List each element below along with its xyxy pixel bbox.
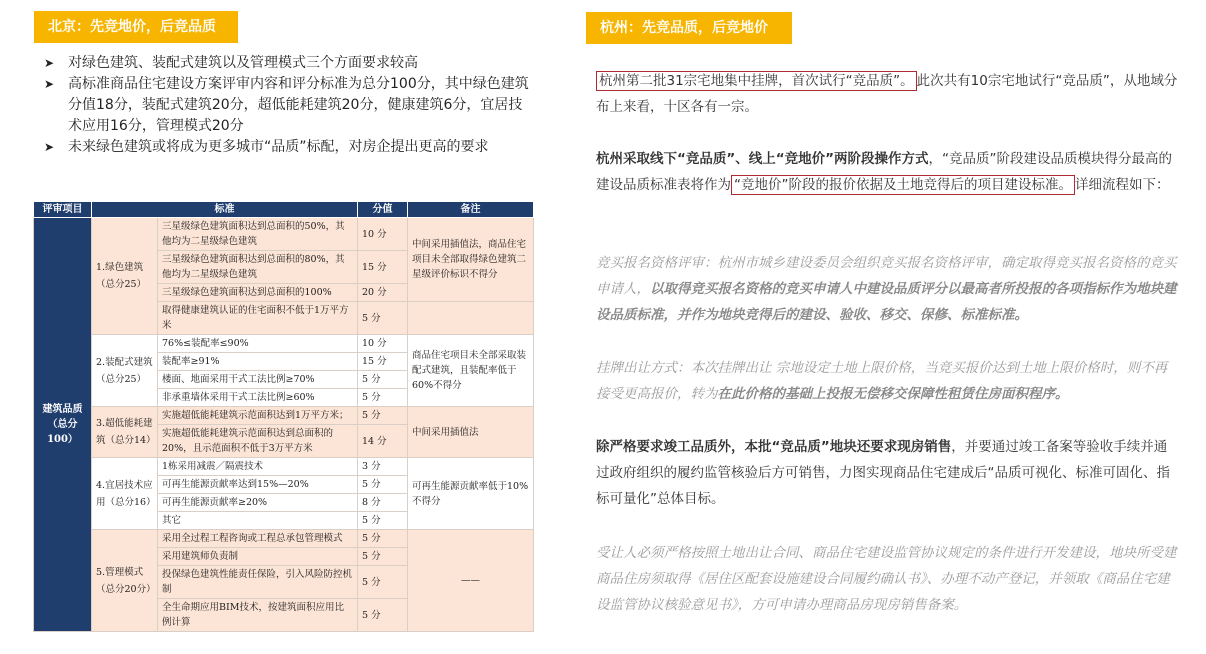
score-cell: 8 分 bbox=[358, 494, 408, 512]
standard-cell: 实施超低能耗建筑示范面积达到1万平方米； bbox=[158, 407, 358, 425]
standard-cell: 采用全过程工程咨询或工程总承包管理模式 bbox=[158, 530, 358, 548]
hangzhou-paragraph-4: 挂牌出让方式：本次挂牌出让 宗地设定土地上限价格，当竞买报价达到土地上限价格时，则不再接受更高报价，转为在此价格的基础上投报无偿移交保障性租赁住房面积程序。 bbox=[596, 360, 1168, 402]
standard-cell: 楼面、地面采用干式工法比例≥70% bbox=[158, 371, 358, 389]
table-row bbox=[34, 458, 534, 476]
header-standard: 标准 bbox=[92, 202, 358, 218]
group-name: 3.超低能耗建筑（总分14） bbox=[92, 407, 158, 458]
score-cell: 10 分 bbox=[358, 335, 408, 353]
standard-cell: 可再生能源贡献率达到15%—20% bbox=[158, 476, 358, 494]
score-cell: 14 分 bbox=[358, 425, 408, 458]
score-cell: 5 分 bbox=[358, 371, 408, 389]
hangzhou-paragraph-2: 杭州采取线下“竞品质”、线上“竞地价”两阶段操作方式，“竞品质”阶段建设品质模块得分最高的建设品质标准表将作为 “竞地价”阶段的报价依据及土地竞得后的项目建设标准。 详细流程如下： bbox=[596, 151, 1172, 193]
table-header-row bbox=[34, 202, 534, 218]
standard-cell: 装配率≥91% bbox=[158, 353, 358, 371]
hangzhou-paragraph-5: 除严格要求竣工品质外，本批“竞品质”地块还要求现房销售，并要通过竣工备案等验收手续并通过政府组织的履约监管核验后方可销售，力图实现商品住宅建成后“品质可视化、标准可固化、指标可量化”总体目标。 bbox=[596, 439, 1170, 507]
hangzhou-paragraph-1: 杭州第二批31宗宅地集中挂牌，首次试行“竞品质”。 此次共有10宗宅地试行“竞品质”，从地域分布上来看，十区各有一宗。 bbox=[596, 73, 1178, 115]
category-cell: 建筑品质（总分100） bbox=[34, 218, 92, 632]
standard-cell: 其它 bbox=[158, 512, 358, 530]
highlight-box: “竞地价”阶段的报价依据及土地竞得后的项目建设标准。 bbox=[731, 175, 1075, 195]
header-item: 评审项目 bbox=[34, 202, 92, 218]
table-row bbox=[34, 218, 534, 251]
score-cell: 20 分 bbox=[358, 284, 408, 302]
score-cell: 5 分 bbox=[358, 566, 408, 599]
highlight-box: 杭州第二批31宗宅地集中挂牌，首次试行“竞品质”。 bbox=[596, 71, 917, 91]
arrow-bullet-icon: ➤ bbox=[44, 140, 55, 154]
beijing-bullet-list bbox=[44, 53, 534, 158]
table-row bbox=[34, 335, 534, 353]
standard-cell: 三星级绿色建筑面积达到总面积的80%，其他均为二星级绿色建筑 bbox=[158, 251, 358, 284]
score-cell: 5 分 bbox=[358, 407, 408, 425]
group-name: 1.绿色建筑（总分25） bbox=[92, 218, 158, 335]
beijing-section-tag: 北京：先竞地价，后竞品质 bbox=[34, 11, 238, 43]
table-row bbox=[34, 407, 534, 425]
standard-cell: 1栋采用减震／隔震技术 bbox=[158, 458, 358, 476]
beijing-scoring-table bbox=[33, 201, 534, 632]
group-name: 4.宜居技术应用（总分16） bbox=[92, 458, 158, 530]
group-name: 2.装配式建筑（总分25） bbox=[92, 335, 158, 407]
standard-cell: 三星级绿色建筑面积达到总面积的50%，其他均为二星级绿色建筑 bbox=[158, 218, 358, 251]
table-row bbox=[34, 530, 534, 548]
score-cell: 5 分 bbox=[358, 530, 408, 548]
score-cell: 3 分 bbox=[358, 458, 408, 476]
standard-cell: 实施超低能耗建筑示范面积达到总面积的20%，且示范面积不低于3万平方米 bbox=[158, 425, 358, 458]
standard-cell: 可再生能源贡献率≥20% bbox=[158, 494, 358, 512]
standard-cell: 非承重墙体采用干式工法比例≥60% bbox=[158, 389, 358, 407]
standard-cell: 采用建筑师负责制 bbox=[158, 548, 358, 566]
header-note: 备注 bbox=[408, 202, 534, 218]
score-cell: 5 分 bbox=[358, 476, 408, 494]
score-cell: 10 分 bbox=[358, 218, 408, 251]
score-cell: 5 分 bbox=[358, 548, 408, 566]
hangzhou-paragraph-6: 受让人必须严格按照土地出让合同、商品住宅建设监管协议规定的条件进行开发建设，地块所受建商品住房须取得《居住区配套设施建设合同履约确认书》、办理不动产登记，并领取《商品住宅建设监管协议核验意见书》，方可申请办理商品房现房销售备案。 bbox=[596, 545, 1177, 613]
bullet-item: ➤ 高标准商品住宅建设方案评审内容和评分标准为总分100分，其中绿色建筑分值18分，装配式建筑20分，超低能耗建筑20分，健康建筑6分，宜居技术应用16分，管理模式20分 bbox=[44, 76, 529, 134]
standard-cell: 全生命期应用BIM技术，按建筑面积应用比例计算 bbox=[158, 599, 358, 632]
standard-cell: 取得健康建筑认证的住宅面积不低于1万平方米 bbox=[158, 302, 358, 335]
score-cell: 15 分 bbox=[358, 251, 408, 284]
score-cell: 5 分 bbox=[358, 389, 408, 407]
note-cell-empty bbox=[408, 302, 534, 335]
hangzhou-paragraph-3: 竞买报名资格评审：杭州市城乡建设委员会组织竞买报名资格评审，确定取得竞买报名资格的竞买申请人，以取得竞买报名资格的竞买申请人中建设品质评分以最高者所投报的各项指标作为地块建设品质标准，并作为地块竞得后的建设、验收、移交、保修、标准标准。 bbox=[596, 255, 1177, 323]
note-cell: 商品住宅项目未全部采取装配式建筑，且装配率低于60%不得分 bbox=[408, 335, 534, 407]
bullet-item: ➤ 未来绿色建筑或将成为更多城市“品质”标配，对房企提出更高的要求 bbox=[44, 137, 534, 158]
score-cell: 5 分 bbox=[358, 512, 408, 530]
bullet-item: ➤ 对绿色建筑、装配式建筑以及管理模式三个方面要求较高 bbox=[44, 53, 534, 74]
note-cell: —— bbox=[408, 530, 534, 632]
hangzhou-section-tag: 杭州：先竞品质，后竞地价 bbox=[586, 12, 792, 44]
arrow-bullet-icon: ➤ bbox=[44, 77, 55, 91]
standard-cell: 投保绿色建筑性能责任保险，引入风险防控机制 bbox=[158, 566, 358, 599]
note-cell: 中间采用插值法 bbox=[408, 407, 534, 458]
score-cell: 5 分 bbox=[358, 302, 408, 335]
header-score: 分值 bbox=[358, 202, 408, 218]
standard-cell: 三星级绿色建筑面积达到总面积的100% bbox=[158, 284, 358, 302]
arrow-bullet-icon: ➤ bbox=[44, 56, 55, 70]
score-cell: 15 分 bbox=[358, 353, 408, 371]
group-name: 5.管理模式（总分20分） bbox=[92, 530, 158, 632]
standard-cell: 76%≤装配率≤90% bbox=[158, 335, 358, 353]
score-cell: 5 分 bbox=[358, 599, 408, 632]
note-cell: 中间采用插值法，商品住宅项目未全部取得绿色建筑二星级评价标识不得分 bbox=[408, 218, 534, 302]
note-cell: 可再生能源贡献率低于10%不得分 bbox=[408, 458, 534, 530]
